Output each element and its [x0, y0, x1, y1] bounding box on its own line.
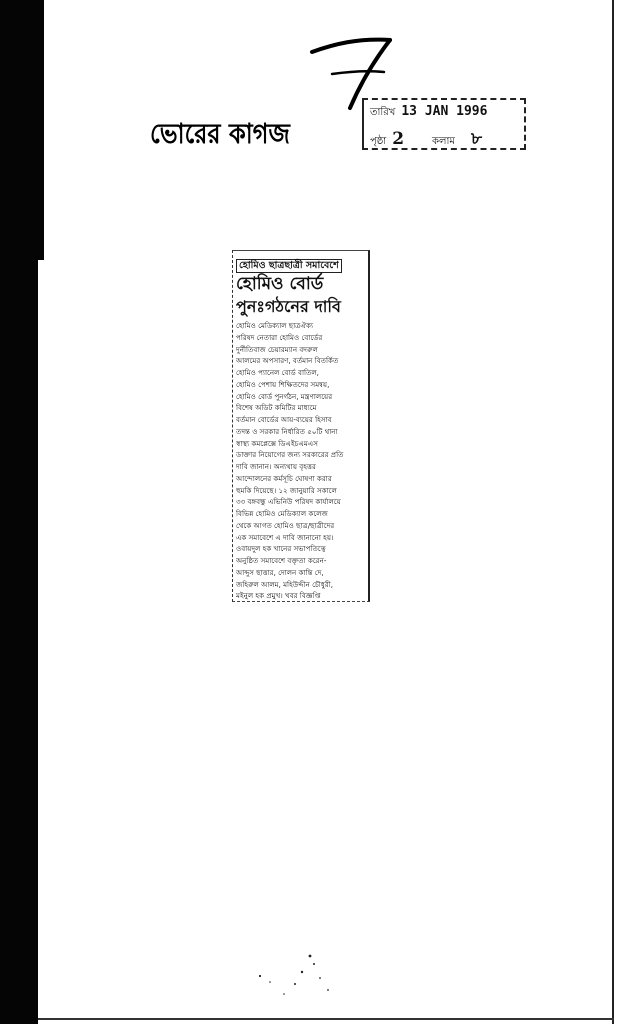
article-body-line: হোমিও মেডিক্যাল ছাত্রঐক্য — [236, 321, 314, 330]
stamp-page-label: পৃষ্ঠা — [370, 136, 387, 147]
stamp-page-row — [370, 126, 482, 154]
article-body-line: হোমিও প্যানেল বোর্ড বাতিল, — [236, 368, 319, 377]
stamp-date-label: তারিখ — [370, 107, 396, 118]
stamp-date-value: 13 JAN 1996 — [401, 104, 488, 119]
article-body-line: পরিষদ নেতারা হোমিও বোর্ডের — [236, 332, 323, 342]
scan-right-edge — [612, 0, 614, 1024]
article-body-line: হোমিও বোর্ড পুনর্গঠন, মন্ত্রণালয়ের — [236, 391, 333, 401]
stamp-date-row — [370, 104, 487, 122]
article-body-line: ডাক্তার নিয়োগের জন্য সরকারের প্রতি — [236, 450, 344, 460]
article-headline-line2: পুনঃগঠনের দাবি — [236, 297, 341, 316]
stamp-column-label: কলাম — [432, 136, 455, 147]
article-body-line: এক সমাবেশে এ দাবি জানানো হয়। — [236, 532, 334, 542]
article-body-line: স্বাস্থ্য কমপ্লেক্সে ডিএইচএমএস — [236, 438, 318, 448]
date-page-stamp — [362, 98, 526, 150]
scan-bottom-edge — [38, 1018, 614, 1020]
article-body-line: বিশেষ অডিট কমিটির মাধ্যমে — [236, 403, 317, 413]
article-body-line: ওবায়দুল হক খানের সভাপতিত্বে — [236, 544, 326, 554]
article-body-line: ৩৩ বঙ্গবন্ধু এভিনিউ পরিষদ কার্যালয়ে — [236, 497, 341, 507]
article-body-line: তদন্ত ও সরকার নির্ধারিত ৫০টি থানা — [236, 426, 338, 436]
news-clipping — [232, 250, 370, 602]
article-body-line: আলমের অপসারণ, বর্তমান বিতর্কিত — [236, 356, 339, 366]
article-body — [236, 320, 365, 602]
scan-noise-specks — [240, 950, 360, 1010]
article-body-line: অনুষ্ঠিত সমাবেশে বক্তৃতা করেন- — [236, 556, 327, 565]
article-kicker: হোমিও ছাত্রছাত্রী সমাবেশে — [236, 259, 342, 273]
article-body-line: বর্তমান বোর্ডের আয়-ব্যয়ের হিসাব — [236, 415, 332, 424]
stamp-page-value: 2 — [392, 129, 405, 149]
article-body-line: বিভিন্ন হোমিও মেডিক্যাল কলেজ — [236, 509, 328, 518]
article-body-line: মইনুল হক প্রমুখ। খবর বিজ্ঞপ্তি — [236, 591, 321, 601]
article-headline-line1: হোমিও বোর্ড — [236, 274, 324, 294]
article-body-line: হোমিও পেশায় শিক্ষিতদের সমন্বয়, — [236, 379, 330, 389]
scan-left-edge-top — [0, 0, 44, 260]
article-body-line: দুর্নীতিবাজ চেয়ারম্যান বদরুল — [236, 344, 318, 354]
stamp-column-value: ৮ — [470, 129, 482, 149]
article-body-line: জহিরুল আলম, মহিউদ্দীন চৌধুরী, — [236, 579, 333, 589]
article-body-line: আন্দোলনের কর্মসূচি ঘোষণা করার — [236, 473, 332, 483]
article-body-line: আব্দুস ছাত্তার, দোলন কান্তি দে, — [236, 567, 324, 577]
article-body-line: দাবি জানান। অন্যথায় বৃহত্তর — [236, 462, 316, 471]
article-body-line: হুমকি দিয়েছে। ১২ জানুয়ারি সকালে — [236, 485, 337, 495]
newspaper-masthead: ভোরের কাগজ — [150, 116, 290, 150]
article-body-line: থেকে আগত হোমিও ছাত্র/ছাত্রীদের — [236, 520, 335, 530]
